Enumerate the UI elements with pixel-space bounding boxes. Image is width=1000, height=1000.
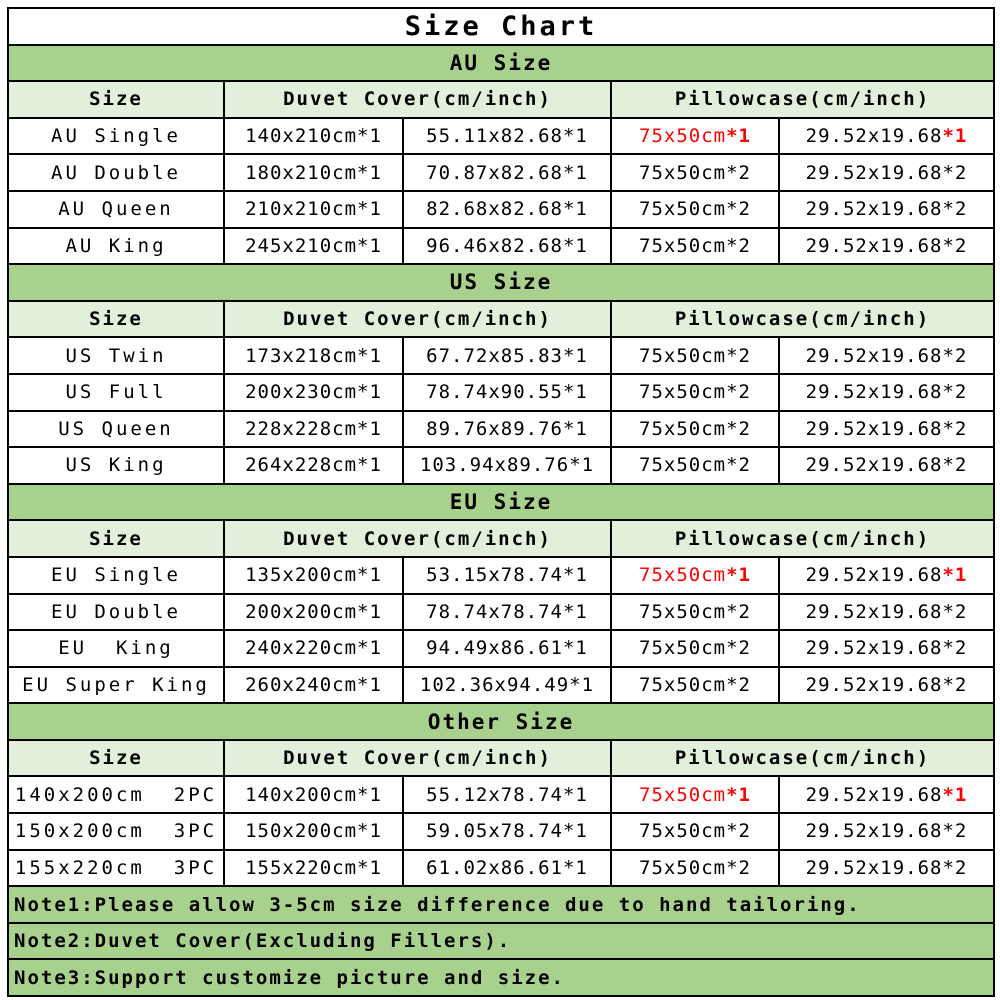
size-name-cell [8,447,224,484]
pillow-cm-size: 75x50cm [639,454,727,477]
duvet-inch-cell: 78.74x90.55*1 [403,374,611,411]
pillow-cm-cell [611,850,779,887]
pillow-cm-cell [611,191,779,228]
pillow-inch-quantity: *2 [942,161,968,184]
pillow-cm-size: 75x50cm [639,564,727,587]
duvet-column-header: Duvet Cover(cm/inch) [224,301,611,338]
size-name-cell [8,594,224,631]
table-row [8,594,994,631]
pillow-cm-quantity: *1 [726,564,751,587]
pillow-inch-size: 29.52x19.68 [805,673,943,696]
section-title: Other Size [8,703,994,740]
duvet-inch-cell: 61.02x86.61*1 [403,850,611,887]
size-name-cell [8,374,224,411]
size-column-header: Size [8,520,224,557]
pillow-cm-quantity: *2 [726,820,751,843]
pillow-inch-size: 29.52x19.68 [805,381,943,404]
size-name-cell [8,228,224,265]
duvet-cm-cell: 135x200cm*1 [224,557,403,594]
duvet-inch-cell: 82.68x82.68*1 [403,191,611,228]
pillow-cm-cell [611,813,779,850]
table-row [8,191,994,228]
pillow-cm-size: 75x50cm [639,161,727,184]
pillowcase-column-header: Pillowcase(cm/inch) [611,301,994,338]
size-name: AU Single [51,125,181,148]
pillow-inch-quantity: *2 [942,344,968,367]
pillow-cm-quantity: *2 [726,234,751,257]
pillow-inch-cell [779,228,994,265]
size-chart-body [8,8,994,996]
pillow-cm-quantity: *2 [726,637,751,660]
size-column-header: Size [8,81,224,118]
pillow-inch-size: 29.52x19.68 [805,344,943,367]
pillow-cm-size: 75x50cm [639,783,727,806]
note-text: Note3:Support customize picture and size. [8,959,994,996]
pillow-cm-size: 75x50cm [639,856,727,879]
pillowcase-column-header: Pillowcase(cm/inch) [611,740,994,777]
pillow-cm-cell [611,154,779,191]
duvet-inch-cell: 103.94x89.76*1 [403,447,611,484]
pillow-cm-size: 75x50cm [639,381,727,404]
pillow-cm-cell [611,630,779,667]
pillow-cm-quantity: *2 [726,381,751,404]
pillowcase-column-header: Pillowcase(cm/inch) [611,81,994,118]
size-name: EU Single [51,564,181,587]
duvet-cm-cell: 150x200cm*1 [224,813,403,850]
pillow-inch-cell [779,411,994,448]
duvet-cm-cell: 140x210cm*1 [224,118,403,155]
section-header-row [8,703,994,740]
duvet-column-header: Duvet Cover(cm/inch) [224,520,611,557]
pillow-inch-size: 29.52x19.68 [805,856,943,879]
pillow-cm-size: 75x50cm [639,637,727,660]
duvet-cm-cell: 264x228cm*1 [224,447,403,484]
pillow-inch-cell [779,776,994,813]
pillow-inch-quantity: *2 [942,454,968,477]
pillow-inch-quantity: *2 [942,600,968,623]
duvet-cm-cell: 228x228cm*1 [224,411,403,448]
pillow-inch-quantity: *1 [942,125,968,148]
pillow-cm-quantity: *2 [726,600,751,623]
duvet-inch-cell: 55.12x78.74*1 [403,776,611,813]
table-row [8,667,994,704]
size-name-cell [8,154,224,191]
pillowcase-column-header: Pillowcase(cm/inch) [611,520,994,557]
size-name-cell [8,776,224,813]
duvet-inch-cell: 96.46x82.68*1 [403,228,611,265]
pillow-cm-cell [611,776,779,813]
table-row [8,447,994,484]
pillow-cm-quantity: *2 [726,417,751,440]
duvet-inch-cell: 70.87x82.68*1 [403,154,611,191]
pillow-inch-cell [779,447,994,484]
pillow-cm-quantity: *2 [726,454,751,477]
duvet-inch-cell: 53.15x78.74*1 [403,557,611,594]
pillow-inch-cell [779,594,994,631]
note-row [8,923,994,960]
note-text: Note2:Duvet Cover(Excluding Fillers). [8,923,994,960]
duvet-cm-cell: 140x200cm*1 [224,776,403,813]
pillow-cm-cell [611,411,779,448]
pillow-inch-cell [779,667,994,704]
size-name: AU Queen [58,198,174,221]
pillow-inch-size: 29.52x19.68 [805,820,943,843]
pillow-inch-quantity: *2 [942,637,968,660]
size-name-cell [8,118,224,155]
pillow-inch-size: 29.52x19.68 [805,783,943,806]
pillow-inch-cell [779,557,994,594]
size-name: AU King [65,234,167,257]
duvet-cm-cell: 173x218cm*1 [224,337,403,374]
pillow-inch-cell [779,850,994,887]
pillow-inch-quantity: *1 [942,564,968,587]
pillow-cm-cell [611,447,779,484]
pillow-inch-size: 29.52x19.68 [805,198,943,221]
table-row [8,411,994,448]
table-row [8,337,994,374]
size-chart-table [7,7,995,997]
table-row [8,374,994,411]
column-header-row [8,520,994,557]
pillow-cm-cell [611,228,779,265]
table-row [8,557,994,594]
pillow-inch-quantity: *2 [942,234,968,257]
pillow-cm-cell [611,337,779,374]
duvet-cm-cell: 200x200cm*1 [224,594,403,631]
size-name-cell [8,667,224,704]
pillow-cm-quantity: *2 [726,344,751,367]
duvet-inch-cell: 78.74x78.74*1 [403,594,611,631]
pillow-cm-size: 75x50cm [639,234,727,257]
duvet-column-header: Duvet Cover(cm/inch) [224,740,611,777]
pillow-inch-cell [779,630,994,667]
pillow-inch-cell [779,118,994,155]
section-header-row [8,45,994,82]
pillow-inch-size: 29.52x19.68 [805,637,943,660]
pillow-inch-size: 29.52x19.68 [805,161,943,184]
table-row [8,228,994,265]
pillow-inch-cell [779,191,994,228]
size-name: US Queen [58,417,174,440]
pillow-cm-quantity: *2 [726,161,751,184]
column-header-row [8,81,994,118]
duvet-cm-cell: 210x210cm*1 [224,191,403,228]
size-name: EU Super King [22,673,210,696]
table-row [8,776,994,813]
column-header-row [8,301,994,338]
pillow-cm-size: 75x50cm [639,600,727,623]
duvet-cm-cell: 180x210cm*1 [224,154,403,191]
pillow-inch-quantity: *2 [942,381,968,404]
table-row [8,630,994,667]
pillow-inch-cell [779,337,994,374]
size-name: 155x220cm 3PC [14,856,218,879]
pillow-inch-size: 29.52x19.68 [805,564,943,587]
note-row [8,959,994,996]
size-name: US Twin [65,344,167,367]
pillow-inch-size: 29.52x19.68 [805,454,943,477]
pillow-cm-quantity: *2 [726,673,751,696]
section-title: US Size [8,264,994,301]
pillow-inch-quantity: *2 [942,673,968,696]
size-name: EU King [58,637,174,660]
pillow-inch-quantity: *2 [942,417,968,440]
table-row [8,813,994,850]
pillow-cm-cell [611,118,779,155]
pillow-cm-quantity: *2 [726,198,751,221]
pillow-cm-size: 75x50cm [639,344,727,367]
section-header-row [8,484,994,521]
duvet-cm-cell: 200x230cm*1 [224,374,403,411]
note-row [8,886,994,923]
pillow-inch-size: 29.52x19.68 [805,234,943,257]
pillow-cm-quantity: *1 [726,125,751,148]
note-text: Note1:Please allow 3-5cm size difference due to hand tailoring. [8,886,994,923]
size-name-cell [8,191,224,228]
pillow-inch-size: 29.52x19.68 [805,417,943,440]
size-name: AU Double [51,161,181,184]
size-name-cell [8,337,224,374]
pillow-inch-quantity: *1 [942,783,968,806]
duvet-inch-cell: 102.36x94.49*1 [403,667,611,704]
size-name-cell [8,630,224,667]
duvet-cm-cell: 245x210cm*1 [224,228,403,265]
duvet-inch-cell: 55.11x82.68*1 [403,118,611,155]
title-row [8,8,994,45]
size-name-cell [8,850,224,887]
duvet-column-header: Duvet Cover(cm/inch) [224,81,611,118]
section-header-row [8,264,994,301]
pillow-cm-size: 75x50cm [639,198,727,221]
table-row [8,850,994,887]
pillow-inch-size: 29.52x19.68 [805,125,943,148]
pillow-inch-size: 29.52x19.68 [805,600,943,623]
pillow-inch-quantity: *2 [942,856,968,879]
size-name: EU Double [51,600,181,623]
pillow-inch-quantity: *2 [942,198,968,221]
size-name: 150x200cm 3PC [14,820,218,843]
size-name-cell [8,813,224,850]
pillow-cm-quantity: *2 [726,856,751,879]
pillow-inch-cell [779,813,994,850]
pillow-cm-size: 75x50cm [639,417,727,440]
table-row [8,118,994,155]
duvet-inch-cell: 59.05x78.74*1 [403,813,611,850]
duvet-cm-cell: 155x220cm*1 [224,850,403,887]
duvet-inch-cell: 67.72x85.83*1 [403,337,611,374]
section-title: AU Size [8,45,994,82]
size-name: US King [65,454,167,477]
pillow-cm-size: 75x50cm [639,820,727,843]
pillow-cm-cell [611,557,779,594]
pillow-cm-size: 75x50cm [639,125,727,148]
pillow-inch-cell [779,374,994,411]
duvet-cm-cell: 240x220cm*1 [224,630,403,667]
pillow-cm-quantity: *1 [726,783,751,806]
pillow-inch-cell [779,154,994,191]
size-name: US Full [65,381,167,404]
duvet-inch-cell: 94.49x86.61*1 [403,630,611,667]
size-name-cell [8,557,224,594]
pillow-cm-size: 75x50cm [639,673,727,696]
size-name: 140x200cm 2PC [14,783,218,806]
chart-title: Size Chart [8,8,994,45]
section-title: EU Size [8,484,994,521]
pillow-cm-cell [611,667,779,704]
size-name-cell [8,411,224,448]
pillow-cm-cell [611,594,779,631]
table-row [8,154,994,191]
pillow-inch-quantity: *2 [942,820,968,843]
size-column-header: Size [8,301,224,338]
size-column-header: Size [8,740,224,777]
pillow-cm-cell [611,374,779,411]
duvet-inch-cell: 89.76x89.76*1 [403,411,611,448]
duvet-cm-cell: 260x240cm*1 [224,667,403,704]
column-header-row [8,740,994,777]
